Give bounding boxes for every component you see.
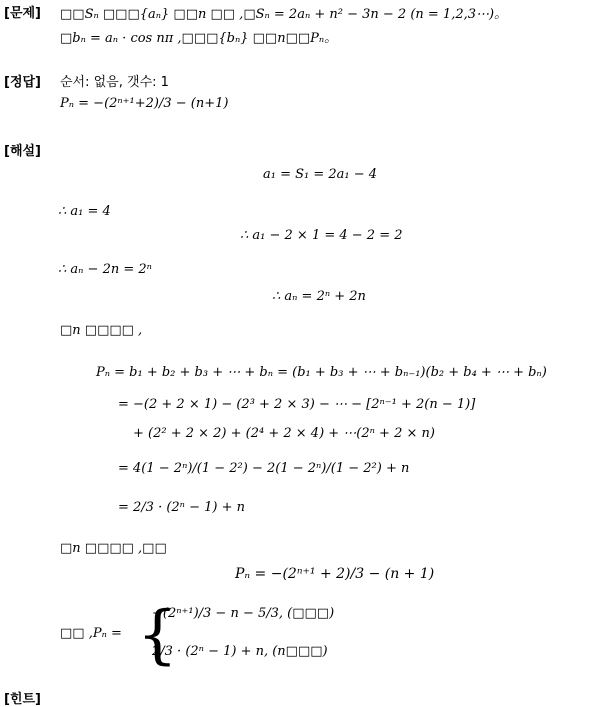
pn-sum-line-5: = 2/3 · (2ⁿ − 1) + n [118, 500, 245, 515]
problem-label: [문제] [4, 6, 41, 21]
eq-an-minus-2n: ∴ aₙ − 2n = 2ⁿ [58, 262, 152, 277]
problem-line-1: □□Sₙ □□□{aₙ} □□n □□ ,□Sₙ = 2aₙ + n² − 3n − 2 (n = 1,2,3⋯)。 [60, 7, 508, 22]
answer-meta: 순서: 없음, 갯수: 1 [60, 75, 169, 90]
answer-formula: Pₙ = −(2ⁿ⁺¹+2)/3 − (n+1) [60, 96, 229, 111]
piecewise-brace: { [137, 598, 178, 672]
eq-a1-minus: ∴ a₁ − 2 × 1 = 4 − 2 = 2 [240, 228, 403, 243]
even-case-intro: □n □□□□ , [60, 323, 143, 338]
eq-a1-value: ∴ a₁ = 4 [58, 204, 111, 219]
eq-an-formula: ∴ aₙ = 2ⁿ + 2n [272, 289, 366, 304]
piecewise-case-even: 2/3 · (2ⁿ − 1) + n, (n□□□) [152, 644, 328, 659]
pn-sum-line-4: = 4(1 − 2ⁿ)/(1 − 2²) − 2(1 − 2ⁿ)/(1 − 2²) + n [118, 461, 410, 476]
pn-sum-line-3: + (2² + 2 × 2) + (2⁴ + 2 × 4) + ⋯(2ⁿ + 2 × n) [133, 426, 435, 441]
odd-case-result: Pₙ = −(2ⁿ⁺¹ + 2)/3 − (n + 1) [235, 566, 435, 582]
pn-sum-line-2: = −(2 + 2 × 1) − (2³ + 2 × 3) − ⋯ − [2ⁿ⁻¹ + 2(n − 1)] [118, 397, 476, 412]
hint-label: [힌트] [4, 692, 41, 707]
explanation-label: [해설] [4, 144, 41, 159]
pn-sum-line-1: Pₙ = b₁ + b₂ + b₃ + ⋯ + bₙ = (b₁ + b₃ + ⋯ + bₙ₋₁)(b₂ + b₄ + ⋯ + bₙ) [96, 365, 547, 380]
odd-case-intro: □n □□□□ ,□□ [60, 541, 167, 556]
answer-label: [정답] [4, 75, 41, 90]
problem-line-2: □bₙ = aₙ · cos nπ ,□□□{bₙ} □□n□□Pₙ。 [60, 31, 338, 46]
summary-lead: □□ ,Pₙ = [60, 626, 122, 641]
eq-a1-s1: a₁ = S₁ = 2a₁ − 4 [263, 167, 378, 182]
piecewise-case-odd: −(2ⁿ⁺¹)/3 − n − 5/3, (□□□) [152, 606, 335, 621]
